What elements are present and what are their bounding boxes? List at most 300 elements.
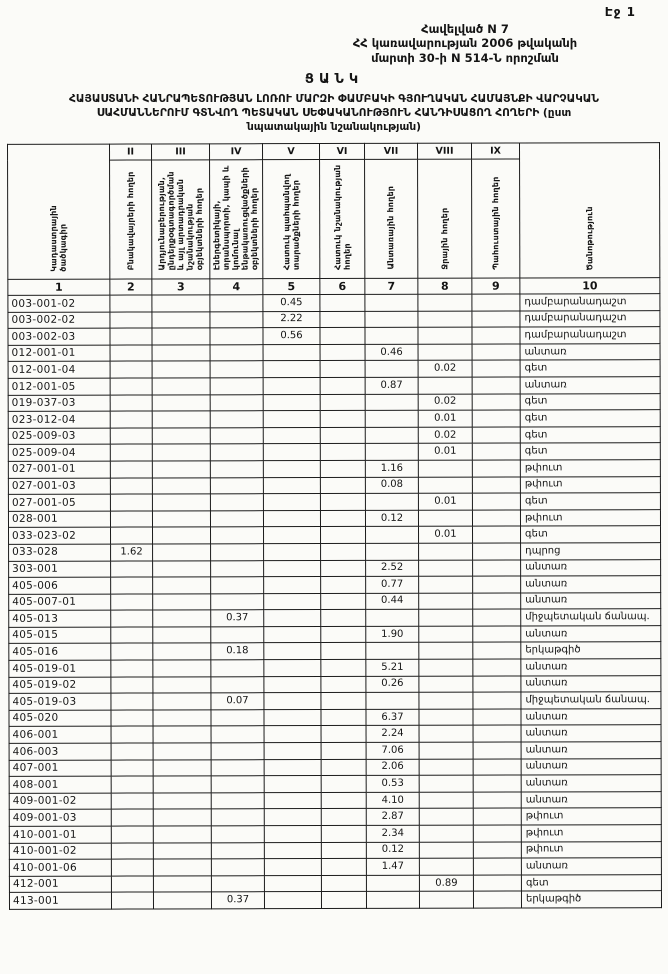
- area-value-cell: [320, 428, 365, 445]
- area-value-cell: [419, 726, 473, 743]
- area-value-cell: [320, 361, 365, 378]
- area-value-cell: [264, 677, 321, 694]
- area-value-cell: [264, 826, 321, 843]
- area-value-cell: [472, 394, 520, 411]
- area-value-cell: [210, 295, 263, 312]
- note-cell: անտառ: [521, 775, 661, 792]
- area-value-cell: 4.10: [366, 793, 419, 810]
- area-value-cell: [153, 727, 211, 744]
- area-value-cell: 0.44: [366, 593, 419, 610]
- area-value-cell: [211, 577, 264, 594]
- cadastral-code-cell: 012-001-04: [8, 362, 110, 379]
- area-value-cell: [419, 842, 473, 859]
- area-value-cell: [365, 494, 418, 511]
- table-body: [8, 294, 662, 910]
- area-value-cell: [263, 444, 320, 461]
- header-settlement-lands: [110, 160, 152, 279]
- note-cell: թփուտ: [520, 460, 660, 477]
- area-value-cell: [366, 875, 419, 892]
- note-cell: անտառ: [521, 576, 661, 593]
- area-value-cell: [153, 859, 211, 876]
- cadastral-code-cell: 406-001: [9, 727, 111, 744]
- area-value-cell: [264, 776, 321, 793]
- area-value-cell: [473, 643, 521, 660]
- roman-numeral: III: [151, 144, 209, 160]
- area-value-cell: [111, 760, 153, 777]
- area-value-cell: [211, 660, 264, 677]
- header-reserve-lands: [472, 159, 520, 278]
- area-value-cell: [419, 593, 473, 610]
- note-cell: անտառ: [521, 792, 661, 809]
- area-value-cell: 0.12: [366, 842, 419, 859]
- area-value-cell: 0.01: [418, 444, 472, 461]
- cadastral-code-cell: 405-015: [9, 627, 111, 644]
- area-value-cell: [365, 411, 418, 428]
- area-value-cell: [211, 843, 264, 860]
- area-value-cell: [111, 777, 153, 794]
- appendix-line: ՀՀ կառավարության 2006 թվականի: [352, 36, 578, 51]
- area-value-cell: [263, 411, 320, 428]
- header-industrial-lands: [152, 160, 210, 279]
- cadastral-code-cell: 405-020: [9, 710, 111, 727]
- header-infrastructure-lands: [210, 160, 263, 279]
- area-value-cell: [111, 694, 153, 711]
- area-value-cell: [263, 511, 320, 528]
- area-value-cell: [473, 776, 521, 793]
- area-value-cell: [263, 378, 320, 395]
- roman-numeral: VI: [319, 144, 364, 160]
- area-value-cell: [472, 494, 520, 511]
- area-value-cell: [473, 809, 521, 826]
- area-value-cell: [321, 527, 366, 544]
- area-value-cell: [419, 577, 473, 594]
- cadastral-code-cell: 409-001-03: [9, 810, 111, 827]
- vertical-header-text: Կադաստրային ծածկագիր: [49, 205, 68, 273]
- area-value-cell: [153, 544, 211, 561]
- area-value-cell: [418, 311, 472, 328]
- note-cell: թփուտ: [521, 825, 661, 842]
- area-value-cell: [263, 428, 320, 445]
- appendix-line: Հավելված N 7: [421, 22, 509, 36]
- area-value-cell: [110, 312, 152, 329]
- header-cadastral-code: [7, 145, 109, 280]
- area-value-cell: 0.89: [419, 875, 473, 892]
- area-value-cell: [264, 743, 321, 760]
- cadastral-code-cell: 027-001-05: [8, 495, 110, 512]
- note-cell: անտառ: [521, 626, 661, 643]
- area-value-cell: [264, 544, 321, 561]
- area-value-cell: [473, 759, 521, 776]
- table-row: [9, 891, 661, 909]
- area-value-cell: [419, 560, 473, 577]
- area-value-cell: [264, 627, 321, 644]
- area-value-cell: [210, 428, 263, 445]
- area-value-cell: [264, 527, 321, 544]
- area-value-cell: [321, 809, 366, 826]
- note-cell: գետ: [521, 875, 661, 892]
- cadastral-code-cell: 025-009-04: [8, 445, 110, 462]
- cadastral-code-cell: 033-023-02: [9, 528, 111, 545]
- area-value-cell: 0.37: [211, 892, 264, 909]
- area-value-cell: [211, 544, 264, 561]
- roman-numeral: IV: [209, 144, 262, 160]
- area-value-cell: 0.56: [263, 328, 320, 345]
- area-value-cell: [110, 362, 152, 379]
- area-value-cell: [152, 411, 210, 428]
- cadastral-code-cell: 410-001-01: [9, 827, 111, 844]
- area-value-cell: [264, 843, 321, 860]
- area-value-cell: [111, 611, 153, 628]
- area-value-cell: [153, 644, 211, 661]
- area-value-cell: [152, 461, 210, 478]
- area-value-cell: [321, 793, 366, 810]
- area-value-cell: 2.22: [263, 312, 320, 329]
- area-value-cell: [473, 825, 521, 842]
- area-value-cell: [263, 461, 320, 478]
- cadastral-code-cell: 413-001: [9, 893, 111, 910]
- area-value-cell: 2.06: [366, 759, 419, 776]
- note-cell: անտառ: [520, 377, 660, 394]
- area-value-cell: [321, 660, 366, 677]
- header-water-lands: [418, 160, 472, 279]
- area-value-cell: [152, 362, 210, 379]
- note-cell: գետ: [520, 427, 660, 444]
- area-value-cell: [152, 328, 210, 345]
- vertical-header-text: Բնակավայրերի հողեր: [125, 172, 136, 271]
- area-value-cell: [152, 295, 210, 312]
- appendix-reference: [280, 22, 650, 65]
- area-value-cell: [264, 793, 321, 810]
- area-value-cell: [419, 892, 473, 909]
- note-cell: անտառ: [521, 659, 661, 676]
- area-value-cell: [418, 510, 472, 527]
- column-number: 6: [320, 279, 365, 295]
- area-value-cell: [153, 843, 211, 860]
- area-value-cell: [111, 743, 153, 760]
- area-value-cell: [111, 561, 153, 578]
- area-value-cell: [472, 427, 520, 444]
- area-value-cell: 0.26: [366, 676, 419, 693]
- area-value-cell: [111, 528, 153, 545]
- title-line: նպատակային նշանակության): [246, 120, 422, 133]
- area-value-cell: [473, 577, 521, 594]
- area-value-cell: [111, 644, 153, 661]
- area-value-cell: [153, 611, 211, 628]
- column-number: 1: [8, 280, 110, 296]
- cadastral-code-cell: 412-001: [9, 876, 111, 893]
- area-value-cell: [418, 477, 472, 494]
- area-value-cell: 0.01: [418, 411, 472, 428]
- cadastral-code-cell: 025-009-03: [8, 428, 110, 445]
- area-value-cell: [110, 428, 152, 445]
- area-value-cell: [264, 809, 321, 826]
- area-value-cell: [320, 411, 365, 428]
- area-value-cell: [473, 593, 521, 610]
- note-cell: անտառ: [521, 759, 661, 776]
- area-value-cell: [211, 677, 264, 694]
- area-value-cell: [153, 776, 211, 793]
- cadastral-code-cell: 405-016: [9, 644, 111, 661]
- note-cell: դամբարանադաշտ: [520, 311, 660, 328]
- column-number: 5: [263, 279, 320, 295]
- area-value-cell: [473, 560, 521, 577]
- area-value-cell: [321, 710, 366, 727]
- note-cell: գետ: [520, 443, 660, 460]
- area-value-cell: [210, 328, 263, 345]
- area-value-cell: [321, 627, 366, 644]
- area-value-cell: [210, 312, 263, 329]
- area-value-cell: [419, 643, 473, 660]
- area-value-cell: [473, 610, 521, 627]
- area-value-cell: [473, 742, 521, 759]
- column-number: 7: [365, 279, 418, 295]
- area-value-cell: [153, 693, 211, 710]
- area-value-cell: [211, 760, 264, 777]
- vertical-header-text: Անտառային հողեր: [386, 186, 396, 271]
- area-value-cell: [366, 892, 419, 909]
- area-value-cell: 0.46: [365, 344, 418, 361]
- area-value-cell: [210, 395, 263, 412]
- area-value-cell: [210, 478, 263, 495]
- area-value-cell: [110, 295, 152, 312]
- area-value-cell: [473, 659, 521, 676]
- area-value-cell: [111, 876, 153, 893]
- area-value-cell: 2.34: [366, 826, 419, 843]
- area-value-cell: [211, 743, 264, 760]
- area-value-cell: [110, 345, 152, 362]
- area-value-cell: [321, 610, 366, 627]
- vertical-header-text: Արդյունաբերության, ընդերքօգտագործման և այլ արտադրական նշանակության օբյեկտների հողեր: [156, 171, 204, 271]
- area-value-cell: [153, 660, 211, 677]
- area-value-cell: [211, 527, 264, 544]
- header-note: [519, 143, 659, 278]
- area-value-cell: [210, 411, 263, 428]
- note-cell: դամբարանադաշտ: [520, 294, 660, 311]
- area-value-cell: [365, 444, 418, 461]
- cadastral-code-cell: 012-001-01: [8, 345, 110, 362]
- area-value-cell: [472, 294, 520, 311]
- area-value-cell: [152, 445, 210, 462]
- area-value-cell: [264, 610, 321, 627]
- area-value-cell: [473, 543, 521, 560]
- note-cell: գետ: [521, 526, 661, 543]
- area-value-cell: 0.07: [211, 693, 264, 710]
- roman-numeral: V: [262, 144, 319, 160]
- area-value-cell: [365, 328, 418, 345]
- area-value-cell: [111, 793, 153, 810]
- cadastral-code-cell: 410-001-02: [9, 843, 111, 860]
- area-value-cell: [152, 428, 210, 445]
- area-value-cell: [110, 395, 152, 412]
- area-value-cell: [111, 810, 153, 827]
- area-value-cell: [110, 495, 152, 512]
- area-value-cell: [419, 776, 473, 793]
- area-value-cell: [264, 859, 321, 876]
- area-value-cell: [321, 726, 366, 743]
- cadastral-code-cell: 003-002-02: [8, 312, 110, 329]
- area-value-cell: [419, 626, 473, 643]
- area-value-cell: [418, 328, 472, 345]
- area-value-cell: [419, 809, 473, 826]
- area-value-cell: [152, 312, 210, 329]
- area-value-cell: [152, 395, 210, 412]
- area-value-cell: [211, 859, 264, 876]
- area-value-cell: [320, 311, 365, 328]
- area-value-cell: [152, 494, 210, 511]
- area-value-cell: [473, 676, 521, 693]
- column-number: 9: [472, 278, 520, 294]
- area-value-cell: [472, 477, 520, 494]
- area-value-cell: [264, 892, 321, 909]
- area-value-cell: [264, 594, 321, 611]
- area-value-cell: [110, 461, 152, 478]
- area-value-cell: [320, 295, 365, 312]
- appendix-line: մարտի 30-ի N 514-Ն որոշման: [371, 50, 559, 65]
- note-cell: միջպետական ճանապ.: [521, 609, 661, 626]
- area-value-cell: 0.87: [365, 378, 418, 395]
- cadastral-code-cell: 003-001-02: [8, 296, 110, 313]
- area-value-cell: [264, 710, 321, 727]
- column-number: 3: [152, 279, 210, 295]
- area-value-cell: 0.08: [365, 477, 418, 494]
- note-cell: գետ: [520, 493, 660, 510]
- area-value-cell: [473, 709, 521, 726]
- note-cell: անտառ: [521, 742, 661, 759]
- area-value-cell: [152, 345, 210, 362]
- land-parcels-table: [7, 143, 662, 911]
- area-value-cell: [472, 361, 520, 378]
- area-value-cell: [110, 378, 152, 395]
- area-value-cell: [111, 893, 153, 910]
- area-value-cell: [365, 311, 418, 328]
- area-value-cell: [365, 394, 418, 411]
- area-value-cell: [419, 826, 473, 843]
- note-cell: գետ: [520, 394, 660, 411]
- area-value-cell: [419, 610, 473, 627]
- area-value-cell: [210, 494, 263, 511]
- cadastral-code-cell: 012-001-05: [8, 378, 110, 395]
- area-value-cell: [419, 543, 473, 560]
- area-value-cell: [472, 411, 520, 428]
- area-value-cell: [320, 477, 365, 494]
- list-heading: ՑԱՆԿ: [304, 72, 364, 88]
- area-value-cell: [418, 378, 472, 395]
- area-value-cell: [263, 345, 320, 362]
- area-value-cell: 0.02: [418, 394, 472, 411]
- area-value-cell: [419, 660, 473, 677]
- area-value-cell: [153, 677, 211, 694]
- cadastral-code-cell: 019-037-03: [8, 395, 110, 412]
- note-cell: գետ: [520, 360, 660, 377]
- area-value-cell: [111, 710, 153, 727]
- cadastral-code-cell: 405-007-01: [9, 594, 111, 611]
- area-value-cell: [419, 792, 473, 809]
- area-value-cell: [264, 643, 321, 660]
- area-value-cell: [111, 727, 153, 744]
- note-cell: թփուտ: [520, 510, 660, 527]
- area-value-cell: [472, 311, 520, 328]
- area-value-cell: [263, 395, 320, 412]
- area-value-cell: [321, 743, 366, 760]
- area-value-cell: 0.53: [366, 776, 419, 793]
- cadastral-code-cell: 405-013: [9, 611, 111, 628]
- area-value-cell: 0.77: [366, 577, 419, 594]
- area-value-cell: [365, 295, 418, 312]
- area-value-cell: [320, 328, 365, 345]
- column-number: 10: [520, 278, 660, 294]
- area-value-cell: 0.12: [365, 510, 418, 527]
- area-value-cell: [153, 561, 211, 578]
- area-value-cell: [365, 361, 418, 378]
- area-value-cell: [210, 461, 263, 478]
- note-cell: անտառ: [521, 709, 661, 726]
- area-value-cell: [211, 627, 264, 644]
- vertical-header-text: Հատուկ պահպանվող տարածքների հողեր: [281, 174, 301, 271]
- area-value-cell: [153, 826, 211, 843]
- area-value-cell: [263, 494, 320, 511]
- cadastral-code-cell: 033-028: [9, 544, 111, 561]
- area-value-cell: [111, 660, 153, 677]
- area-value-cell: [153, 810, 211, 827]
- column-number: 4: [210, 279, 263, 295]
- note-cell: գետ: [520, 410, 660, 427]
- cadastral-code-cell: 405-019-01: [9, 661, 111, 678]
- note-cell: թփուտ: [521, 808, 661, 825]
- cadastral-code-cell: 407-001: [9, 760, 111, 777]
- area-value-cell: [366, 693, 419, 710]
- area-value-cell: [418, 344, 472, 361]
- area-value-cell: [153, 743, 211, 760]
- cadastral-code-cell: 408-001: [9, 777, 111, 794]
- area-value-cell: [264, 577, 321, 594]
- area-value-cell: 1.47: [366, 859, 419, 876]
- area-value-cell: [321, 544, 366, 561]
- area-value-cell: [152, 378, 210, 395]
- title-line: ՀԱՅԱՍՏԱՆԻ ՀԱՆՐԱՊԵՏՈՒԹՅԱՆ ԼՈՌՈՒ ՄԱՐԶԻ ՓԱՄԲԱԿԻ ԳՅՈՒՂԱԿԱՆ ՀԱՄԱՅՆՔԻ ՎԱՐՉԱԿԱՆ: [69, 93, 599, 106]
- area-value-cell: 0.02: [418, 361, 472, 378]
- area-value-cell: 1.90: [366, 627, 419, 644]
- note-cell: անտառ: [521, 560, 661, 577]
- area-value-cell: [321, 676, 366, 693]
- area-value-cell: [320, 494, 365, 511]
- area-value-cell: [321, 693, 366, 710]
- area-value-cell: [111, 627, 153, 644]
- area-value-cell: [473, 792, 521, 809]
- area-value-cell: [211, 594, 264, 611]
- area-value-cell: [365, 427, 418, 444]
- area-value-cell: [211, 710, 264, 727]
- area-value-cell: [419, 759, 473, 776]
- area-value-cell: [210, 361, 263, 378]
- area-value-cell: [152, 511, 210, 528]
- area-value-cell: 2.52: [366, 560, 419, 577]
- area-value-cell: [153, 893, 211, 910]
- header-forest-lands: [365, 160, 418, 279]
- document-title: [8, 93, 660, 134]
- area-value-cell: [210, 511, 263, 528]
- area-value-cell: [153, 577, 211, 594]
- area-value-cell: [321, 842, 366, 859]
- area-value-cell: [321, 776, 366, 793]
- cadastral-code-cell: 023-012-04: [8, 412, 110, 429]
- area-value-cell: [264, 693, 321, 710]
- area-value-cell: [264, 560, 321, 577]
- area-value-cell: [110, 478, 152, 495]
- area-value-cell: [321, 560, 366, 577]
- area-value-cell: [263, 477, 320, 494]
- column-number: 2: [110, 279, 152, 295]
- roman-numeral-row: [7, 143, 659, 161]
